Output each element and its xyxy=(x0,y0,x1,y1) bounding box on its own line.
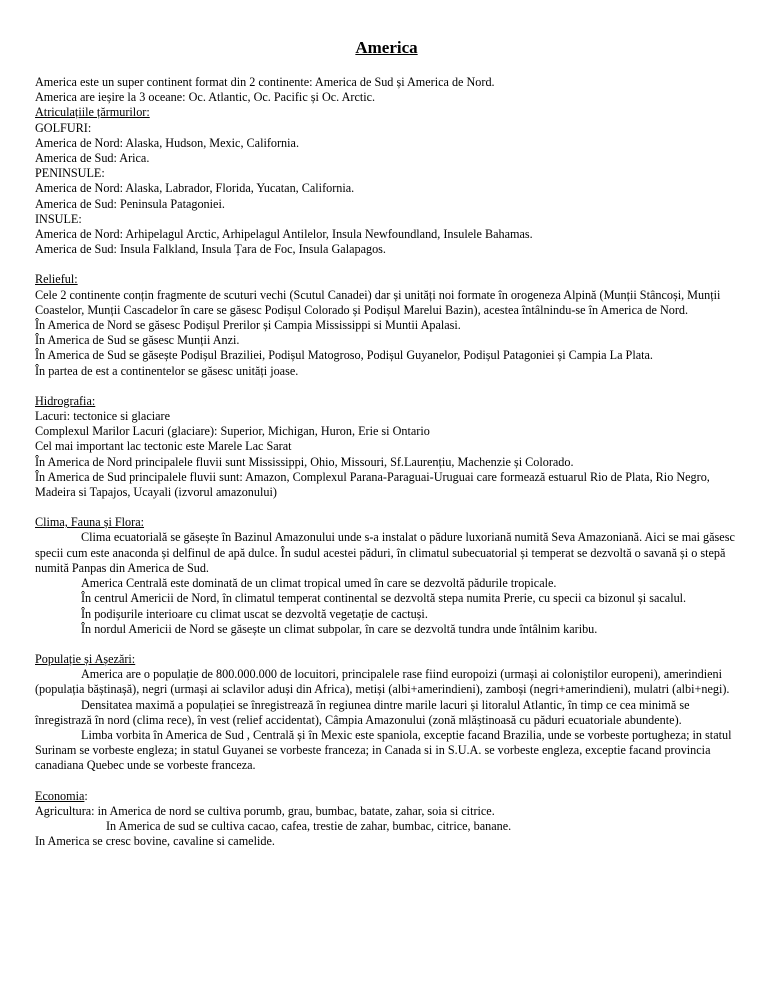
section-heading-economia: Economia xyxy=(35,788,85,803)
articulatii-line: America de Sud: Arica. xyxy=(35,151,150,166)
clima-paragraph: America Centrală este dominată de un climat tropical umed în care se dezvoltă pădurile tropicale. xyxy=(81,576,557,591)
section-heading-clima: Clima, Fauna și Flora: xyxy=(35,515,145,530)
clima-paragraph: În centrul Americii de Nord, în climatul temperat continental se dezvoltă stepa numita Prerie, cu specii ca bizonul și sacalul. xyxy=(81,591,687,606)
articulatii-line: America de Nord: Arhipelagul Arctic, Arhipelagul Antilelor, Insula Newfoundland, Insulele Bahamas. xyxy=(35,227,533,242)
section-gap xyxy=(35,500,738,515)
relieful-line: În partea de est a continentelor se găsesc unități joase. xyxy=(35,363,299,378)
section-heading-relieful: Relieful: xyxy=(35,272,78,287)
economia-colon: : xyxy=(84,788,88,803)
clima-paragraph: Clima ecuatorială se găsește în Bazinul Amazonului unde s-a instalat o pădure luxoriană numită Seva Amazoniană. Aici se mai găsesc specii cum este anaconda și delfinul de apă dulce. În sudul acestei păduri, în climatul subecuatorial și temperat se dezvoltă o savană și o stepă numită Panpas din America de Sud. xyxy=(35,530,735,575)
section-gap xyxy=(35,379,738,394)
articulatii-line: America de Sud: Peninsula Patagoniei. xyxy=(35,196,225,211)
hidrografia-line: În America de Nord principalele fluvii sunt Mississippi, Ohio, Missouri, Sf.Laurențiu, Machenzie și Colorado. xyxy=(35,454,574,469)
articulatii-line: GOLFURI: xyxy=(35,120,92,135)
section-heading-hidrografia: Hidrografia: xyxy=(35,393,96,408)
articulatii-line: America de Nord: Alaska, Labrador, Florida, Yucatan, California. xyxy=(35,181,355,196)
section-heading-populatie: Populație și Așezări: xyxy=(35,651,136,666)
populatie-paragraph: America are o populație de 800.000.000 de locuitori, principalele rase fiind europoizi (urmași ai coloniștilor europeni), amerindieni (populația băștinașă), negri (urmași ai sclavilor aduși din Africa), metiși (albi+amerindieni), zamboși (negri+amerindieni), mulatri (albi+negi). xyxy=(35,667,730,697)
articulatii-line: INSULE: xyxy=(35,211,82,226)
economia-agriculture-line-2: In America de sud se cultiva cacao, cafea, trestie de zahar, bumbac, citrice, banane. xyxy=(106,818,512,833)
populatie-paragraph: Limba vorbita în America de Sud , Centrală și în Mexic este spaniola, exceptie facand Brazilia, unde se vorbeste portugheza; in statul Surinam se vorbeste engleza; in statul Guyanei se vorbeste franceza; in Canada si in S.U.A. se vorbeste engleza, exceptie facand provincia canadiana Quebec unde se vorbeste franceza. xyxy=(35,727,732,773)
clima-paragraph: În podișurile interioare cu climat uscat se dezvoltă vegetație de cactuși. xyxy=(81,606,428,621)
relieful-line: În America de Sud se găsește Podișul Braziliei, Podișul Matogroso, Podișul Guyanelor, Podișul Patagoniei și Campia La Plata. xyxy=(35,348,653,363)
section-gap xyxy=(35,257,738,272)
relieful-line: În America de Nord se găsesc Podișul Prerilor și Campia Mississippi si Muntii Apalasi. xyxy=(35,318,461,333)
hidrografia-line: Complexul Marilor Lacuri (glaciare): Superior, Michigan, Huron, Erie si Ontario xyxy=(35,424,430,439)
relieful-line: Cele 2 continente conțin fragmente de scuturi vechi (Scutul Canadei) dar și unități noi formate în orogeneza Alpină (Munții Stâncoși, Munții Coastelor, Munții Cascadelor în care se găsesc Podișul Colorado și Podișul Marelui Bazin), acestea întâlnindu-se în America de Nord. xyxy=(35,287,721,317)
relieful-line: În America de Sud se găsesc Munții Anzi. xyxy=(35,333,240,348)
section-gap xyxy=(35,774,738,789)
economia-agriculture-line-1: Agricultura: in America de nord se cultiva porumb, grau, bumbac, batate, zahar, soia si citrice. xyxy=(35,803,495,818)
economia-animals-line: In America se cresc bovine, cavaline si camelide. xyxy=(35,834,275,849)
intro-line-1: America este un super continent format din 2 continente: America de Sud și America de Nord. xyxy=(35,75,495,89)
intro-line-2: America are ieșire la 3 oceane: Oc. Atlantic, Oc. Pacific și Oc. Arctic. xyxy=(35,90,376,105)
hidrografia-line: În America de Sud principalele fluvii sunt: Amazon, Complexul Parana-Paraguai-Uruguai care formează estuarul Rio de Plata, Rio Negro, Madeira si Tapajos, Ucayali (izvorul amazonului) xyxy=(35,469,710,500)
populatie-paragraph: Densitatea maximă a populației se înregistrează în regiunea dintre marile lacuri și litoralul Atlantic, în timp ce cea minimă se înregistrază în nord (clima rece), în vest (relief accidentat), Câmpia Amazonului (zonă mlăștinoasă cu păduri ecuatoriale abundente). xyxy=(35,697,690,727)
section-heading-economia-line xyxy=(35,789,738,804)
articulatii-line: America de Sud: Insula Falkland, Insula Țara de Foc, Insula Galapagos. xyxy=(35,242,386,257)
hidrografia-line: Cel mai important lac tectonic este Marele Lac Sarat xyxy=(35,439,292,454)
articulatii-line: PENINSULE: xyxy=(35,166,105,181)
section-gap xyxy=(35,637,738,652)
page-title: America xyxy=(355,38,418,57)
clima-paragraph: În nordul Americii de Nord se găsește un climat subpolar, în care se dezvoltă tundra unde întâlnim karibu. xyxy=(81,621,598,636)
articulatii-line: America de Nord: Alaska, Hudson, Mexic, California. xyxy=(35,135,299,150)
section-heading-articulatii: Atriculațiile țărmurilor: xyxy=(35,105,150,120)
hidrografia-line: Lacuri: tectonice si glaciare xyxy=(35,409,171,424)
